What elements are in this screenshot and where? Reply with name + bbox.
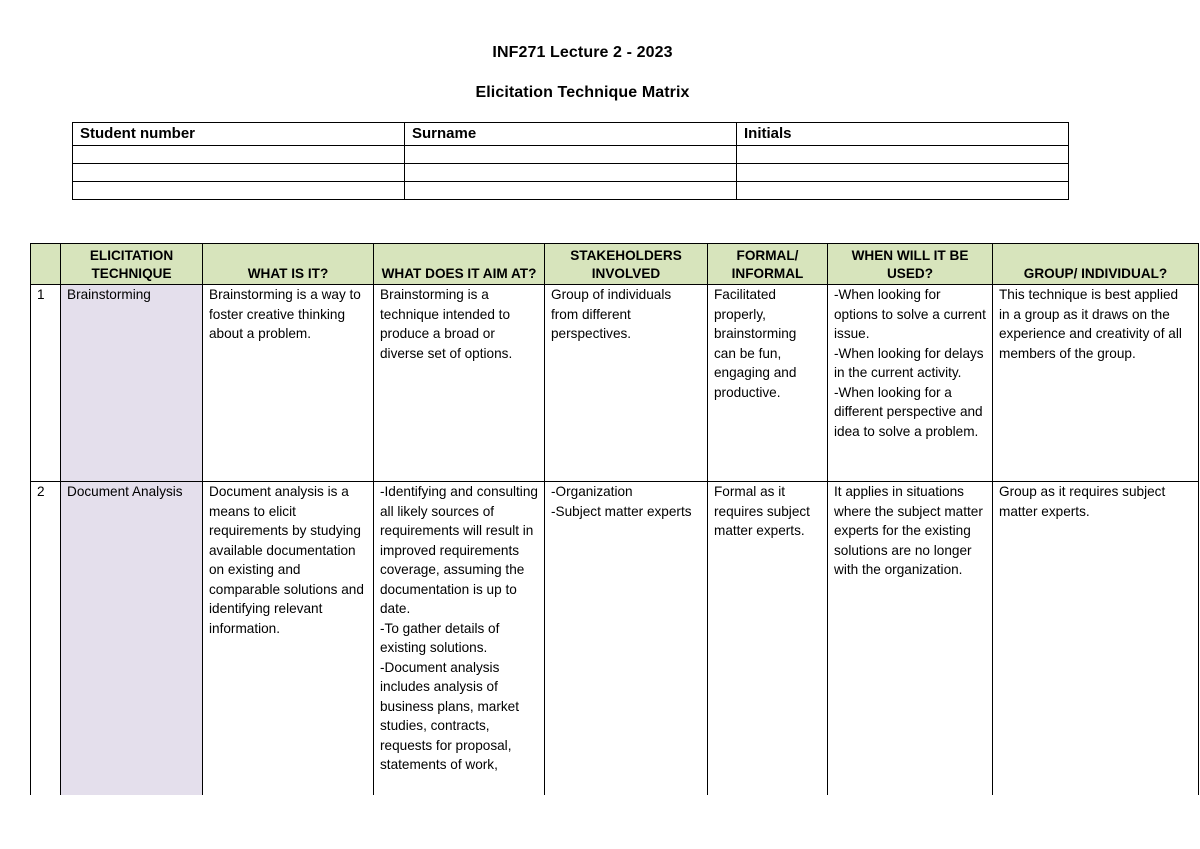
group-cell: Group as it requires subject matter experts.	[993, 482, 1199, 795]
surname-cell[interactable]	[405, 164, 737, 182]
student-info-table	[72, 122, 1069, 200]
row-number: 2	[31, 482, 61, 795]
when-cell: -When looking for options to solve a current issue. -When looking for delays in the current activity. -When looking for a different perspective and idea to solve a problem.	[828, 285, 993, 482]
group-column-header: GROUP/ INDIVIDUAL?	[993, 244, 1199, 285]
row-number: 1	[31, 285, 61, 482]
number-column-header	[31, 244, 61, 285]
formal-cell: Facilitated properly, brainstorming can be fun, engaging and productive.	[708, 285, 828, 482]
what-cell: Document analysis is a means to elicit requirements by studying available documentation on existing and comparable solutions and identifying relevant information.	[203, 482, 374, 795]
student-row	[73, 164, 1069, 182]
student-row	[73, 146, 1069, 164]
stakeholders-cell: -Organization -Subject matter experts	[545, 482, 708, 795]
surname-cell[interactable]	[405, 182, 737, 200]
student-row	[73, 182, 1069, 200]
initials-header: Initials	[737, 123, 1069, 146]
surname-header: Surname	[405, 123, 737, 146]
group-cell: This technique is best applied in a group as it draws on the experience and creativity of all members of the group.	[993, 285, 1199, 482]
what-column-header: WHAT IS IT?	[203, 244, 374, 285]
document-title: INF271 Lecture 2 - 2023	[492, 44, 673, 61]
technique-column-header: ELICITATION TECHNIQUE	[61, 244, 203, 285]
surname-cell[interactable]	[405, 146, 737, 164]
document-subtitle: Elicitation Technique Matrix	[475, 84, 690, 101]
table-row	[31, 482, 1199, 795]
aim-column-header: WHAT DOES IT AIM AT?	[374, 244, 545, 285]
stakeholders-column-header: STAKEHOLDERS INVOLVED	[545, 244, 708, 285]
student-number-cell[interactable]	[73, 164, 405, 182]
formal-column-header: FORMAL/ INFORMAL	[708, 244, 828, 285]
what-cell: Brainstorming is a way to foster creative thinking about a problem.	[203, 285, 374, 482]
technique-cell: Document Analysis	[61, 482, 203, 795]
initials-cell[interactable]	[737, 146, 1069, 164]
table-row	[31, 285, 1199, 482]
elicitation-matrix-table	[30, 243, 1199, 795]
student-number-cell[interactable]	[73, 182, 405, 200]
student-number-cell[interactable]	[73, 146, 405, 164]
technique-cell: Brainstorming	[61, 285, 203, 482]
when-column-header: WHEN WILL IT BE USED?	[828, 244, 993, 285]
stakeholders-cell: Group of individuals from different perspectives.	[545, 285, 708, 482]
aim-cell: Brainstorming is a technique intended to produce a broad or diverse set of options.	[374, 285, 545, 482]
when-cell: It applies in situations where the subject matter experts for the existing solutions are no longer with the organization.	[828, 482, 993, 795]
formal-cell: Formal as it requires subject matter experts.	[708, 482, 828, 795]
student-number-header: Student number	[73, 123, 405, 146]
aim-cell: -Identifying and consulting all likely sources of requirements will result in improved requirements coverage, assuming the documentation is up to date. -To gather details of existing solutions. -Document analysis includes analysis of business plans, market studies, contracts, requests for proposal, statements of work,	[374, 482, 545, 795]
initials-cell[interactable]	[737, 182, 1069, 200]
matrix-header-row	[31, 244, 1199, 285]
initials-cell[interactable]	[737, 164, 1069, 182]
